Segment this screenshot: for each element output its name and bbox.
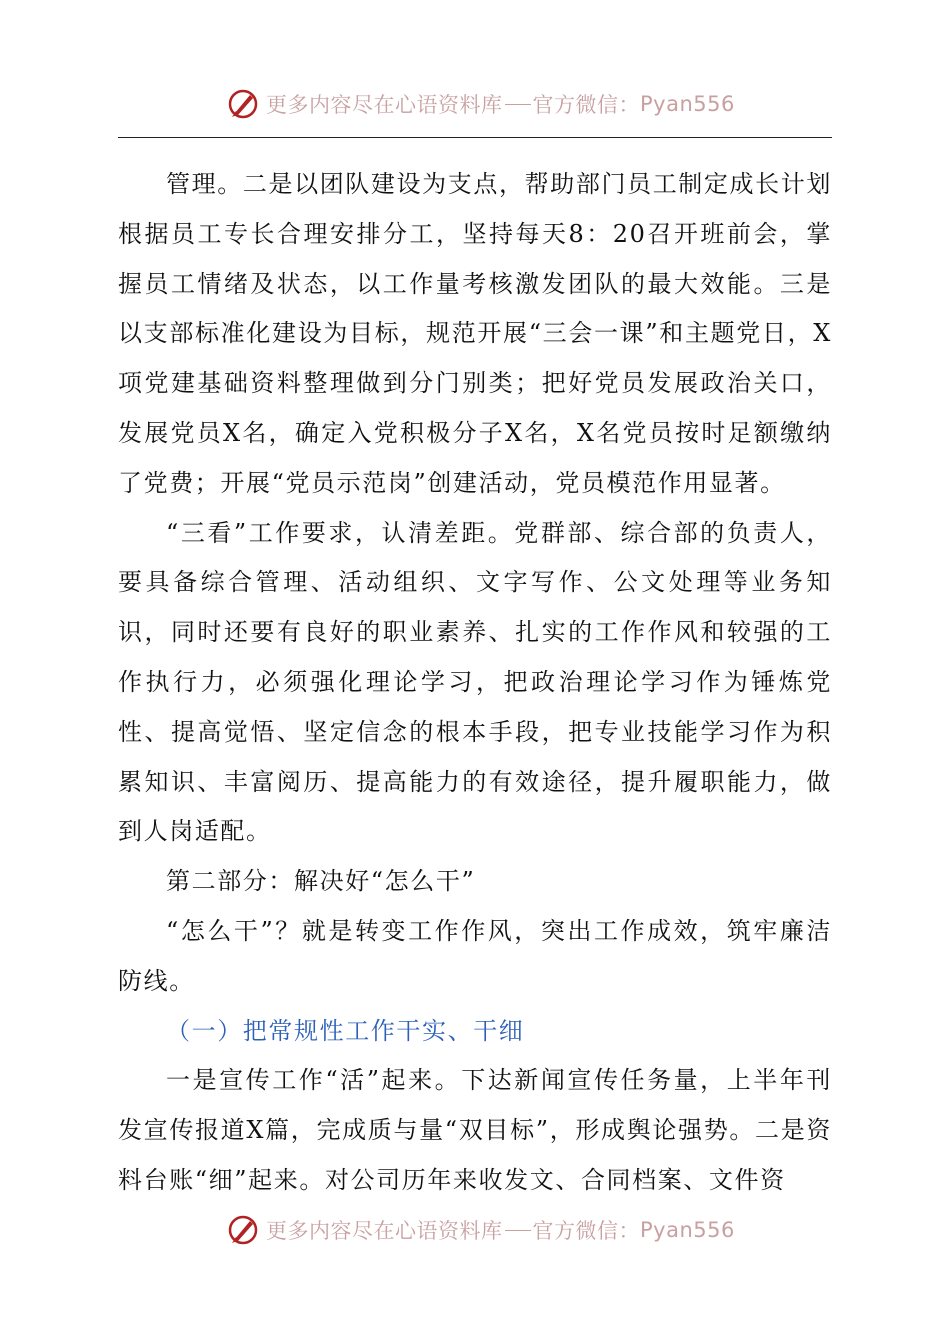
footer-banner-divider	[505, 1230, 531, 1231]
footer-banner-text: 更多内容尽在心语资料库	[266, 1219, 503, 1243]
footer-wechat-id: Pyan556	[640, 1218, 735, 1242]
pen-logo-icon	[226, 87, 260, 121]
footer-wechat-label: 官方微信：	[532, 1219, 640, 1243]
footer-banner	[0, 1210, 950, 1250]
section-heading-part-two: 第二部分：解决好“怎么干”	[166, 867, 476, 896]
header-banner-text: 更多内容尽在心语资料库	[266, 93, 503, 117]
header-banner	[0, 84, 950, 124]
pen-logo-icon	[226, 1213, 260, 1247]
document-body	[118, 160, 832, 1206]
paragraph-three-views: “三看”工作要求，认清差距。党群部、综合部的负责人，要具备综合管理、活动组织、文字写作、公文处理等业务知识，同时还要有良好的职业素养、扎实的工作作风和较强的工作执行力，必须强化理论学习，把政治理论学习作为锤炼党性、提高觉悟、坚定信念的根本手段，把专业技能学习作为积累知识、丰富阅历、提高能力的有效途径，提升履职能力，做到人岗适配。	[118, 518, 832, 846]
paragraph-how-to-do: “怎么干”？就是转变工作作风，突出工作成效，筑牢廉洁防线。	[118, 916, 832, 995]
paragraph-management: 管理。二是以团队建设为支点，帮助部门员工制定成长计划根据员工专长合理安排分工，坚持每天8：20召开班前会，掌握员工情绪及状态，以工作量考核激发团队的最大效能。三是以支部标准化建设为目标，规范开展“三会一课”和主题党日，X项党建基础资料整理做到分门别类；把好党员发展政治关口，发展党员X名，确定入党积极分子X名，X名党员按时足额缴纳了党费；开展“党员示范岗”创建活动，党员模范作用显著。	[118, 170, 832, 497]
paragraph-publicity: 一是宣传工作“活”起来。下达新闻宣传任务量，上半年刊发宣传报道X篇，完成质与量“双目标”，形成舆论强势。二是资料台账“细”起来。对公司历年来收发文、合同档案、文件资	[118, 1066, 832, 1194]
header-banner-divider	[505, 104, 531, 105]
header-wechat-label: 官方微信：	[532, 93, 640, 117]
subheading-routine-work: （一）把常规性工作干实、干细	[166, 1016, 525, 1045]
header-wechat-id: Pyan556	[640, 92, 735, 116]
header-rule	[118, 137, 832, 138]
